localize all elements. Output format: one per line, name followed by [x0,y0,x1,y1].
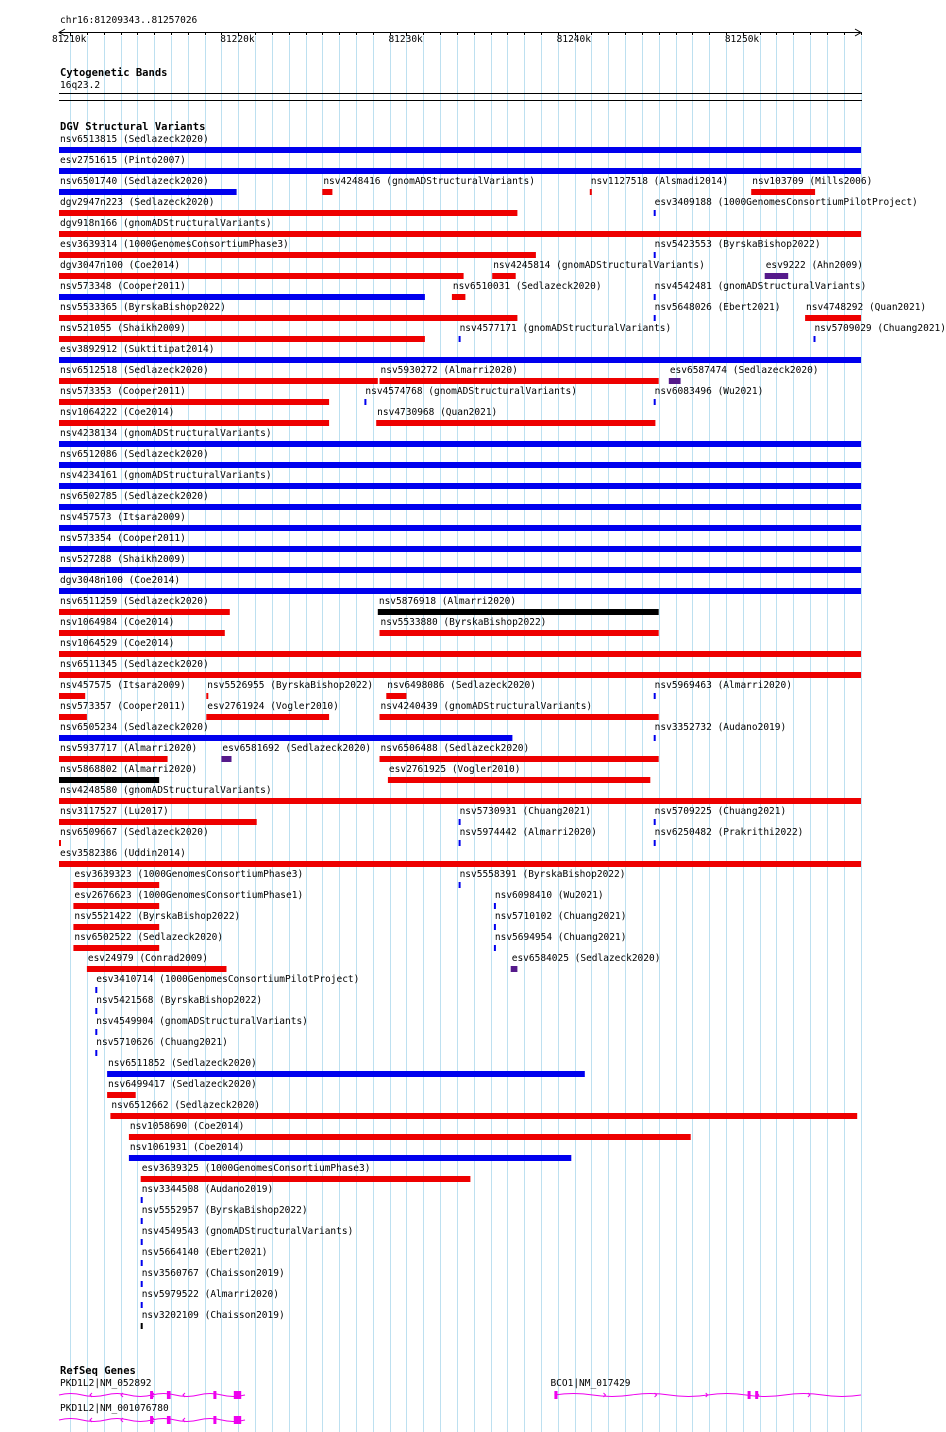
variant-feature-gain [95,1008,97,1014]
variant-label[interactable]: nsv6512662 (Sedlazeck2020) [111,1100,261,1111]
variant-feature-loss [380,756,659,762]
variant-label[interactable]: nsv6498086 (Sedlazeck2020) [387,680,536,691]
variant-label[interactable]: dgv2947n223 (Sedlazeck2020) [60,197,215,208]
gene-exon [167,1391,171,1399]
variant-feature-gain [654,693,656,699]
variant-label[interactable]: nsv5710626 (Chuang2021) [96,1037,228,1048]
variant-feature-loss [322,189,332,195]
variant-label[interactable]: nsv4542481 (gnomADStructuralVariants) [654,281,867,292]
variant-label[interactable]: nsv5709225 (Chuang2021) [654,806,787,817]
variant-label[interactable]: nsv4577171 (gnomADStructuralVariants) [459,323,672,334]
variant-label[interactable]: nsv4238134 (gnomADStructuralVariants) [60,428,272,439]
variant-label[interactable]: esv6581692 (Sedlazeck2020) [222,743,372,754]
variant-feature-gain [59,147,861,153]
variant-feature-loss [141,1176,471,1182]
variant-feature-gain [59,483,861,489]
variant-label[interactable]: nsv6502785 (Sedlazeck2020) [60,491,209,502]
variant-label[interactable]: esv3639314 (1000GenomesConsortiumPhase3) [60,239,289,250]
variant-label[interactable]: nsv6510031 (Sedlazeck2020) [452,281,602,292]
variant-feature-gain [654,735,656,741]
variant-label[interactable]: nsv4248580 (gnomADStructuralVariants) [60,785,272,796]
variant-label[interactable]: nsv6250482 (Prakrithi2022) [654,827,804,838]
variant-label[interactable]: esv24979 (Conrad2009) [87,953,208,964]
variant-feature-loss [59,609,230,615]
variant-label[interactable]: esv3892912 (Suktitipat2014) [60,344,215,355]
variant-feature-loss [380,630,659,636]
variant-label[interactable]: nsv5648026 (Ebert2021) [654,302,781,313]
variant-feature-gain [59,462,861,468]
variant-label[interactable]: nsv1127518 (Alsmadi2014) [590,176,729,187]
variant-feature-both [141,1323,143,1329]
variant-feature-loss [386,693,406,699]
variant-feature-complex [669,378,681,384]
dgv-track-title[interactable]: DGV Structural Variants [60,121,206,133]
variant-label[interactable]: nsv103709 (Mills2006) [752,176,873,187]
variant-feature-gain [459,882,461,888]
variant-label[interactable]: esv2761924 (Vogler2010) [207,701,339,712]
variant-feature-gain [59,546,861,552]
variant-label[interactable]: esv3639325 (1000GenomesConsortiumPhase3) [141,1163,371,1174]
variant-label[interactable]: nsv4234161 (gnomADStructuralVariants) [60,470,272,481]
variant-label[interactable]: nsv1064222 (Coe2014) [60,407,175,418]
variant-feature-loss [129,1134,691,1140]
variant-label[interactable]: nsv6502522 (Sedlazeck2020) [74,932,224,943]
variant-feature-loss [110,1113,857,1119]
variant-label[interactable]: nsv573353 (Cooper2011) [60,386,186,397]
variant-label[interactable]: nsv5868802 (Almarri2020) [60,764,198,775]
variant-feature-complex [221,756,231,762]
variant-label[interactable]: nsv573357 (Cooper2011) [60,701,186,712]
variant-feature-loss [59,231,861,237]
variant-feature-loss [59,630,225,636]
variant-feature-loss [59,252,536,258]
cytoband-top-line [59,93,862,94]
variant-feature-loss [751,189,815,195]
variant-label[interactable]: dgv918n166 (gnomADStructuralVariants) [60,218,272,229]
variant-feature-gain [59,294,425,300]
variant-feature-loss [73,903,159,909]
variant-feature-loss [59,399,329,405]
variant-label[interactable]: esv3409188 (1000GenomesConsortiumPilotProject) [654,197,918,208]
variant-label[interactable]: nsv5533365 (ByrskaBishop2022) [60,302,226,313]
variant-label[interactable]: nsv5521422 (ByrskaBishop2022) [74,911,241,922]
variant-feature-gain [141,1302,143,1308]
variant-label[interactable]: nsv6511259 (Sedlazeck2020) [60,596,209,607]
variant-label[interactable]: nsv4549904 (gnomADStructuralVariants) [96,1016,308,1027]
variant-label[interactable]: nsv4730968 (Quan2021) [377,407,498,418]
variant-label[interactable]: esv6587474 (Sedlazeck2020) [669,365,819,376]
gene-exon [167,1416,171,1424]
variant-feature-loss [73,945,159,951]
gene-label[interactable]: PKD1L2|NM_001076780 [60,1403,169,1414]
ruler-tick-label: 81230k [388,34,423,45]
variant-feature-both [59,777,159,783]
variant-feature-gain [59,588,861,594]
variant-label[interactable]: esv2751615 (Pinto2007) [60,155,186,166]
variant-feature-gain [59,168,861,174]
variant-feature-loss [590,189,592,195]
variant-label[interactable]: nsv4748292 (Quan2021) [806,302,927,313]
variant-feature-loss [492,273,516,279]
variant-label[interactable]: nsv5974442 (Almarri2020) [459,827,597,838]
variant-label[interactable]: esv9222 (Ahn2009) [765,260,863,271]
variant-feature-loss [59,798,861,804]
variant-label[interactable]: nsv1064529 (Coe2014) [60,638,175,649]
variant-feature-loss [107,1092,136,1098]
variant-label[interactable]: esv2761925 (Vogler2010) [388,764,521,775]
variant-label[interactable]: nsv5969463 (Almarri2020) [654,680,792,691]
variant-label[interactable]: nsv573354 (Cooper2011) [60,533,186,544]
variant-feature-gain [141,1197,143,1203]
variant-feature-gain [129,1155,571,1161]
variant-feature-gain [654,294,656,300]
variant-feature-loss [805,315,861,321]
variant-feature-gain [494,924,496,930]
variant-feature-gain [95,1029,97,1035]
variant-feature-gain [59,567,861,573]
variant-label[interactable]: nsv5558391 (ByrskaBishop2022) [459,869,626,880]
variant-label[interactable]: nsv5526955 (ByrskaBishop2022) [207,680,374,691]
locus-label: chr16:81209343..81257026 [60,15,198,26]
variant-label[interactable]: nsv527288 (Shaikh2009) [60,554,186,565]
variant-label[interactable]: nsv5423553 (ByrskaBishop2022) [654,239,821,250]
variant-feature-loss [73,882,159,888]
variant-feature-gain [141,1260,143,1266]
variant-label[interactable]: nsv5730931 (Chuang2021) [459,806,592,817]
variant-label[interactable]: nsv5937717 (Almarri2020) [60,743,198,754]
variant-feature-loss [87,966,227,972]
gene-label[interactable]: BCO1|NM_017429 [550,1378,631,1389]
variant-label[interactable]: nsv4574768 (gnomADStructuralVariants) [365,386,577,397]
variant-feature-both [378,609,659,615]
variant-feature-gain [494,945,496,951]
variant-label[interactable]: nsv6505234 (Sedlazeck2020) [60,722,209,733]
variant-feature-loss [59,420,329,426]
variant-label[interactable]: nsv1061931 (Coe2014) [129,1142,245,1153]
variant-label[interactable]: nsv457573 (Itsara2009) [60,512,186,523]
variant-label[interactable]: nsv6509667 (Sedlazeck2020) [60,827,209,838]
variant-label[interactable]: nsv6512086 (Sedlazeck2020) [60,449,209,460]
variant-label[interactable]: nsv5930272 (Almarri2020) [380,365,518,376]
variant-feature-gain [654,252,656,258]
variant-label[interactable]: nsv4248416 (gnomADStructuralVariants) [323,176,535,187]
variant-label[interactable]: nsv6499417 (Sedlazeck2020) [108,1079,257,1090]
variant-feature-gain [141,1239,143,1245]
variant-label[interactable]: nsv5694954 (Chuang2021) [494,932,627,943]
variant-feature-gain [59,525,861,531]
ruler-tick-label: 81220k [220,34,255,45]
gene-exon [234,1416,241,1424]
variant-feature-gain [141,1218,143,1224]
variant-label[interactable]: nsv573348 (Cooper2011) [60,281,186,292]
variant-label[interactable]: nsv3560767 (Chaisson2019) [141,1268,285,1279]
variant-feature-gain [59,357,861,363]
variant-feature-gain [494,903,496,909]
variant-label[interactable]: nsv6512518 (Sedlazeck2020) [60,365,209,376]
variant-feature-loss [59,819,257,825]
variant-label[interactable]: nsv3344508 (Audano2019) [141,1184,274,1195]
variant-feature-loss [59,714,87,720]
variant-feature-gain [654,819,656,825]
variant-feature-loss [388,777,650,783]
variant-label[interactable]: nsv3352732 (Audano2019) [654,722,787,733]
variant-feature-gain [814,336,816,342]
variant-label[interactable]: nsv6511345 (Sedlazeck2020) [60,659,209,670]
variant-feature-gain [654,315,656,321]
variant-label[interactable]: esv3582386 (Uddin2014) [60,848,186,859]
variant-feature-loss [59,315,517,321]
cytoband-label: 16q23.2 [60,80,101,91]
ruler-tick-label: 81210k [52,34,87,45]
variant-label[interactable]: nsv1064984 (Coe2014) [60,617,175,628]
variant-label[interactable]: nsv4549543 (gnomADStructuralVariants) [141,1226,354,1237]
variant-label[interactable]: nsv6501740 (Sedlazeck2020) [60,176,209,187]
variant-feature-loss [206,714,329,720]
variant-feature-loss [59,861,861,867]
variant-feature-complex [511,966,518,972]
variant-feature-loss [73,924,159,930]
variant-label[interactable]: nsv4245814 (gnomADStructuralVariants) [493,260,705,271]
variant-label[interactable]: nsv3202109 (Chaisson2019) [141,1310,285,1321]
gene-label[interactable]: PKD1L2|NM_052892 [60,1378,152,1389]
variant-feature-loss [206,693,208,699]
variant-feature-loss [59,378,378,384]
gene-exon [755,1391,758,1399]
variant-feature-loss [59,840,61,846]
variant-feature-gain [107,1071,585,1077]
variant-label[interactable]: nsv5709029 (Chuang2021) [814,323,946,334]
variant-label[interactable]: nsv457575 (Itsara2009) [60,680,186,691]
variant-label[interactable]: nsv6083496 (Wu2021) [654,386,764,397]
variant-feature-loss [59,273,464,279]
ruler-tick-label: 81250k [724,34,760,45]
variant-feature-gain [141,1281,143,1287]
variant-feature-loss [59,651,861,657]
variant-feature-gain [654,399,656,405]
variant-label[interactable]: dgv3048n100 (Coe2014) [60,575,181,586]
variant-label[interactable]: nsv5421568 (ByrskaBishop2022) [96,995,263,1006]
variant-feature-loss [59,672,861,678]
variant-label[interactable]: esv6584025 (Sedlazeck2020) [511,953,661,964]
variant-label[interactable]: nsv6513815 (Sedlazeck2020) [60,134,209,145]
variant-feature-gain [59,735,512,741]
variant-label[interactable]: nsv3117527 (Lu2017) [60,806,169,817]
variant-feature-loss [380,378,659,384]
variant-feature-loss [59,336,425,342]
variant-label[interactable]: nsv6506488 (Sedlazeck2020) [380,743,530,754]
variant-label[interactable]: dgv3047n100 (Coe2014) [60,260,181,271]
variant-feature-gain [459,336,461,342]
variant-feature-gain [654,210,656,216]
variant-label[interactable]: esv3639323 (1000GenomesConsortiumPhase3) [74,869,304,880]
cytoband-bottom-line [59,100,862,101]
variant-feature-gain [95,987,97,993]
variant-feature-gain [95,1050,97,1056]
variant-feature-complex [765,273,789,279]
cytoband-track-title[interactable]: Cytogenetic Bands [60,67,168,79]
variant-label[interactable]: nsv6511852 (Sedlazeck2020) [108,1058,257,1069]
variant-label[interactable]: esv2676623 (1000GenomesConsortiumPhase1) [74,890,304,901]
variant-feature-gain [59,441,861,447]
gene-exon [554,1391,557,1399]
variant-label[interactable]: nsv5710102 (Chuang2021) [494,911,627,922]
variant-feature-gain [459,819,461,825]
variant-label[interactable]: nsv1058690 (Coe2014) [129,1121,245,1132]
variant-feature-gain [654,840,656,846]
gene-exon [748,1391,751,1399]
variant-feature-loss [59,756,168,762]
variant-label[interactable]: nsv5876918 (Almarri2020) [378,596,517,607]
variant-label[interactable]: nsv5979522 (Almarri2020) [141,1289,279,1300]
variant-label[interactable]: nsv6098410 (Wu2021) [494,890,604,901]
variant-feature-loss [59,693,85,699]
variant-feature-loss [452,294,466,300]
variant-feature-gain [364,399,366,405]
variant-feature-loss [380,714,659,720]
ruler-tick-label: 81240k [556,34,591,45]
variant-label[interactable]: nsv5533880 (ByrskaBishop2022) [380,617,547,628]
variant-feature-loss [376,420,655,426]
variant-feature-gain [59,189,237,195]
variant-feature-gain [459,840,461,846]
variant-label[interactable]: nsv4240439 (gnomADStructuralVariants) [380,701,593,712]
variant-label[interactable]: nsv521055 (Shaikh2009) [60,323,186,334]
refseq-track-title[interactable]: RefSeq Genes [60,1365,136,1377]
gene-exon [234,1391,241,1399]
variant-feature-gain [59,504,861,510]
variant-label[interactable]: esv3410714 (1000GenomesConsortiumPilotProject) [96,974,360,985]
variant-label[interactable]: nsv5552957 (ByrskaBishop2022) [141,1205,308,1216]
variant-label[interactable]: nsv5664140 (Ebert2021) [141,1247,268,1258]
variant-feature-loss [59,210,517,216]
